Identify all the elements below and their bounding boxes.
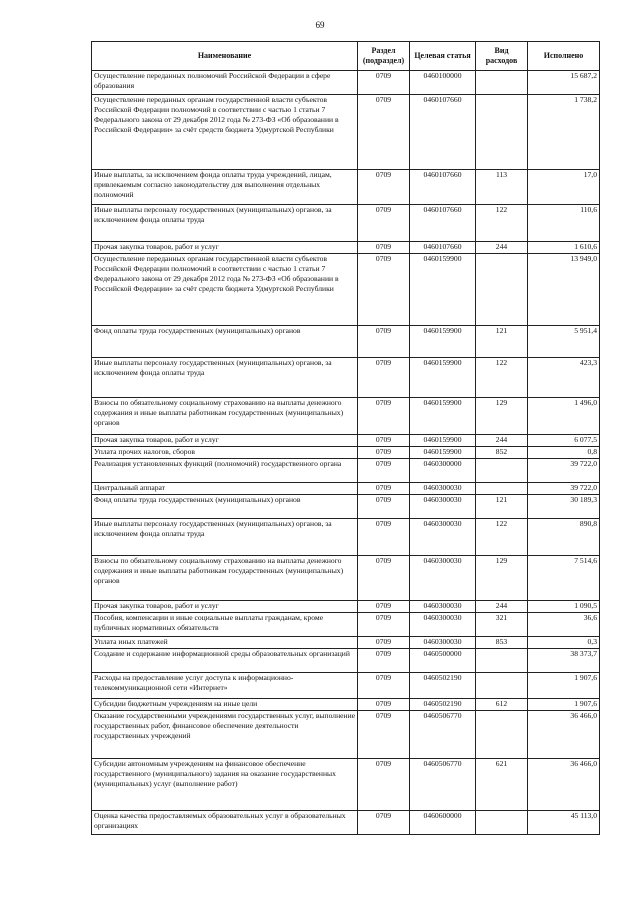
row-target: 0460500000 <box>410 649 476 673</box>
row-name: Субсидии автономным учреждениям на финансовое обеспечение государственного (муниципального) задания на оказание государственных (муниципальных) услуг (выполнение работ) <box>92 759 358 811</box>
table-row <box>92 170 600 205</box>
row-target: 0460100000 <box>410 71 476 95</box>
row-kind <box>476 95 528 170</box>
row-section: 0709 <box>358 205 410 242</box>
row-section: 0709 <box>358 254 410 326</box>
row-section: 0709 <box>358 242 410 254</box>
row-kind: 852 <box>476 447 528 459</box>
row-amount: 45 113,0 <box>528 811 600 835</box>
row-kind: 129 <box>476 556 528 601</box>
table-row <box>92 811 600 835</box>
row-amount: 36 466,0 <box>528 711 600 759</box>
row-target: 0460107660 <box>410 242 476 254</box>
row-amount: 110,6 <box>528 205 600 242</box>
row-section: 0709 <box>358 811 410 835</box>
row-section: 0709 <box>358 711 410 759</box>
row-target: 0460502190 <box>410 699 476 711</box>
row-kind: 853 <box>476 637 528 649</box>
header-target: Целевая статья <box>410 42 476 71</box>
row-name: Иные выплаты персоналу государственных (муниципальных) органов, за исключением фонда оплаты труда <box>92 358 358 398</box>
row-name: Реализация установленных функций (полномочий) государственного органа <box>92 459 358 483</box>
table-row <box>92 326 600 358</box>
row-target: 0460300030 <box>410 483 476 495</box>
row-kind: 621 <box>476 759 528 811</box>
row-name: Прочая закупка товаров, работ и услуг <box>92 601 358 613</box>
row-name: Фонд оплаты труда государственных (муниципальных) органов <box>92 495 358 519</box>
table-row <box>92 459 600 483</box>
row-amount: 1 738,2 <box>528 95 600 170</box>
row-section: 0709 <box>358 95 410 170</box>
table-row <box>92 613 600 637</box>
table-header-row <box>92 42 600 71</box>
row-name: Иные выплаты, за исключением фонда оплаты труда учреждений, лицам, привлекаемым согласно законодательству для выполнения отдельных полномочий <box>92 170 358 205</box>
table-row <box>92 759 600 811</box>
row-kind: 122 <box>476 519 528 556</box>
table-body <box>92 71 600 835</box>
row-section: 0709 <box>358 759 410 811</box>
row-target: 0460159900 <box>410 435 476 447</box>
row-name: Осуществление переданных органам государственной власти субъектов Российской Федерации полномочий в соответствии с частью 1 статьи 7 Федерального закона от 29 декабря 2012 года № 273-ФЗ «Об образовании в Российской Федерации» за счёт средств бюджета Удмуртской Республики <box>92 254 358 326</box>
row-section: 0709 <box>358 170 410 205</box>
row-target: 0460159900 <box>410 447 476 459</box>
row-kind: 244 <box>476 435 528 447</box>
row-kind: 121 <box>476 326 528 358</box>
row-amount: 890,8 <box>528 519 600 556</box>
row-amount: 1 090,5 <box>528 601 600 613</box>
row-section: 0709 <box>358 673 410 699</box>
row-target: 0460506770 <box>410 711 476 759</box>
row-section: 0709 <box>358 326 410 358</box>
table-row <box>92 649 600 673</box>
row-kind: 612 <box>476 699 528 711</box>
row-amount: 0,3 <box>528 637 600 649</box>
row-section: 0709 <box>358 71 410 95</box>
row-amount: 38 373,7 <box>528 649 600 673</box>
row-target: 0460300030 <box>410 519 476 556</box>
row-amount: 36 466,0 <box>528 759 600 811</box>
row-section: 0709 <box>358 519 410 556</box>
row-name: Иные выплаты персоналу государственных (муниципальных) органов, за исключением фонда оплаты труда <box>92 519 358 556</box>
row-target: 0460502190 <box>410 673 476 699</box>
row-name: Осуществление переданных органам государственной власти субъектов Российской Федерации полномочий в соответствии с частью 1 статьи 7 Федерального закона от 29 декабря 2012 года № 273-ФЗ «Об образовании в Российской Федерации» за счёт средств бюджета Удмуртской Республики <box>92 95 358 170</box>
row-name: Центральный аппарат <box>92 483 358 495</box>
row-amount: 17,0 <box>528 170 600 205</box>
row-amount: 39 722,0 <box>528 483 600 495</box>
row-section: 0709 <box>358 459 410 483</box>
table-row <box>92 71 600 95</box>
table-row <box>92 205 600 242</box>
table-row <box>92 519 600 556</box>
row-kind <box>476 711 528 759</box>
header-kind: Вид расходов <box>476 42 528 71</box>
row-kind: 244 <box>476 242 528 254</box>
row-name: Взносы по обязательному социальному страхованию на выплаты денежного содержания и иные выплаты работникам государственных (муниципальных) органов <box>92 398 358 435</box>
table-row <box>92 711 600 759</box>
row-kind: 122 <box>476 358 528 398</box>
row-amount: 1 907,6 <box>528 673 600 699</box>
row-name: Оценка качества предоставляемых образовательных услуг в образовательных организациях <box>92 811 358 835</box>
row-section: 0709 <box>358 447 410 459</box>
row-amount: 15 687,2 <box>528 71 600 95</box>
row-section: 0709 <box>358 358 410 398</box>
row-amount: 423,3 <box>528 358 600 398</box>
row-target: 0460159900 <box>410 326 476 358</box>
row-kind: 321 <box>476 613 528 637</box>
row-target: 0460300030 <box>410 495 476 519</box>
row-target: 0460600000 <box>410 811 476 835</box>
row-section: 0709 <box>358 649 410 673</box>
row-amount: 1 907,6 <box>528 699 600 711</box>
row-name: Осуществление переданных полномочий Российской Федерации в сфере образования <box>92 71 358 95</box>
table-row <box>92 601 600 613</box>
row-section: 0709 <box>358 435 410 447</box>
table-row <box>92 637 600 649</box>
row-name: Фонд оплаты труда государственных (муниципальных) органов <box>92 326 358 358</box>
row-kind: 129 <box>476 398 528 435</box>
row-target: 0460107660 <box>410 95 476 170</box>
row-amount: 39 722,0 <box>528 459 600 483</box>
row-target: 0460300030 <box>410 556 476 601</box>
row-kind <box>476 254 528 326</box>
row-target: 0460107660 <box>410 170 476 205</box>
row-section: 0709 <box>358 556 410 601</box>
row-amount: 1 496,0 <box>528 398 600 435</box>
row-kind <box>476 673 528 699</box>
row-section: 0709 <box>358 601 410 613</box>
row-kind <box>476 459 528 483</box>
row-name: Субсидии бюджетным учреждениям на иные цели <box>92 699 358 711</box>
table-row <box>92 447 600 459</box>
row-amount: 0,8 <box>528 447 600 459</box>
row-kind <box>476 649 528 673</box>
row-section: 0709 <box>358 637 410 649</box>
row-amount: 13 949,0 <box>528 254 600 326</box>
row-section: 0709 <box>358 699 410 711</box>
row-section: 0709 <box>358 495 410 519</box>
row-target: 0460300030 <box>410 613 476 637</box>
row-kind: 113 <box>476 170 528 205</box>
row-target: 0460300030 <box>410 637 476 649</box>
table-row <box>92 242 600 254</box>
row-section: 0709 <box>358 483 410 495</box>
table-row <box>92 699 600 711</box>
table-row <box>92 495 600 519</box>
row-amount: 7 514,6 <box>528 556 600 601</box>
row-target: 0460159900 <box>410 398 476 435</box>
row-kind <box>476 483 528 495</box>
table-row <box>92 435 600 447</box>
row-name: Прочая закупка товаров, работ и услуг <box>92 242 358 254</box>
row-amount: 1 610,6 <box>528 242 600 254</box>
table-row <box>92 556 600 601</box>
row-amount: 5 951,4 <box>528 326 600 358</box>
row-target: 0460159900 <box>410 358 476 398</box>
row-name: Уплата иных платежей <box>92 637 358 649</box>
row-name: Пособия, компенсации и иные социальные выплаты гражданам, кроме публичных нормативных обязательств <box>92 613 358 637</box>
table-row <box>92 398 600 435</box>
row-section: 0709 <box>358 398 410 435</box>
row-name: Оказание государственными учреждениями государственных услуг, выполнение государственных работ, финансовое обеспечение деятельности государственных учреждений <box>92 711 358 759</box>
row-kind: 122 <box>476 205 528 242</box>
row-amount: 30 189,3 <box>528 495 600 519</box>
row-kind <box>476 811 528 835</box>
row-kind: 121 <box>476 495 528 519</box>
row-target: 0460300000 <box>410 459 476 483</box>
table-row <box>92 483 600 495</box>
header-section: Раздел (подраздел) <box>358 42 410 71</box>
expenditure-table <box>91 41 600 835</box>
row-target: 0460159900 <box>410 254 476 326</box>
row-name: Расходы на предоставление услуг доступа к информационно-телекоммуникационной сети «Интернет» <box>92 673 358 699</box>
row-kind: 244 <box>476 601 528 613</box>
page-number: 69 <box>315 20 325 30</box>
row-name: Уплата прочих налогов, сборов <box>92 447 358 459</box>
row-target: 0460506770 <box>410 759 476 811</box>
table-row <box>92 95 600 170</box>
row-name: Прочая закупка товаров, работ и услуг <box>92 435 358 447</box>
row-amount: 6 077,5 <box>528 435 600 447</box>
table-row <box>92 358 600 398</box>
header-name: Наименование <box>92 42 358 71</box>
header-amount: Исполнено <box>528 42 600 71</box>
row-target: 0460300030 <box>410 601 476 613</box>
row-section: 0709 <box>358 613 410 637</box>
table-row <box>92 254 600 326</box>
table-row <box>92 673 600 699</box>
row-name: Взносы по обязательному социальному страхованию на выплаты денежного содержания и иные выплаты работникам государственных (муниципальных) органов <box>92 556 358 601</box>
row-name: Иные выплаты персоналу государственных (муниципальных) органов, за исключением фонда оплаты труда <box>92 205 358 242</box>
row-amount: 36,6 <box>528 613 600 637</box>
row-kind <box>476 71 528 95</box>
row-target: 0460107660 <box>410 205 476 242</box>
row-name: Создание и содержание информационной среды образовательных организаций <box>92 649 358 673</box>
